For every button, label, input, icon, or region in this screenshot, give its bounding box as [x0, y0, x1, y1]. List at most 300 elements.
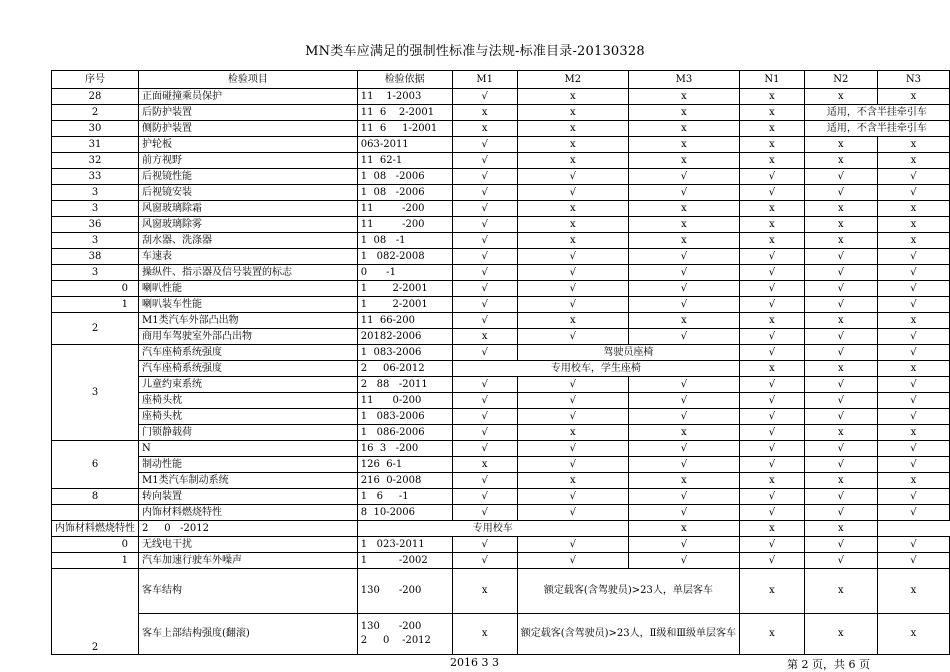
header-no: 序号	[52, 71, 139, 89]
basis-cell: 1 086-2006	[357, 425, 452, 441]
basis-cell: 1 082-2008	[357, 249, 452, 265]
n1-cell: x	[740, 233, 805, 249]
row-number-cell: 2	[52, 313, 139, 345]
table-row	[52, 121, 950, 137]
n1-cell: √	[740, 185, 805, 201]
n2-cell: √	[804, 249, 877, 265]
n3-cell: √	[877, 537, 949, 553]
m1-cell: √	[452, 137, 517, 153]
item-cell: 后视镜性能	[139, 169, 358, 185]
n2-cell: √	[804, 537, 877, 553]
n3-cell: √	[877, 377, 949, 393]
n1-cell: x	[740, 313, 805, 329]
n3-cell: x	[877, 425, 949, 441]
m2-cell: √	[517, 505, 628, 521]
m3-cell: √	[628, 329, 739, 345]
m3-cell: √	[628, 409, 739, 425]
row-number-cell: 6	[52, 441, 139, 489]
n2-cell: √	[804, 441, 877, 457]
n1-cell: x	[740, 569, 805, 614]
table-row	[52, 169, 950, 185]
basis-cell: 1 2-2001	[357, 281, 452, 297]
table-row	[52, 441, 950, 457]
n3-cell: x	[877, 137, 949, 153]
m1-cell: √	[452, 265, 517, 281]
basis-cell: 11 0-200	[357, 393, 452, 409]
m2-cell: √	[517, 457, 628, 473]
basis-cell: 16 3 -200	[357, 441, 452, 457]
table-row	[52, 473, 950, 489]
item-cell: 后防护装置	[139, 105, 358, 121]
basis-line: 2 0 -2012	[360, 635, 431, 646]
basis-cell: 216 0-2008	[357, 473, 452, 489]
item-cell: 风窗玻璃除霜	[139, 201, 358, 217]
n2-cell: x	[804, 89, 877, 105]
header-n1: N1	[740, 71, 805, 89]
row-number-cell: 3	[52, 233, 139, 249]
basis-cell: 063-2011	[357, 137, 452, 153]
n2-cell: √	[804, 489, 877, 505]
item-cell: 门锁静载荷	[139, 425, 358, 441]
m3-cell: √	[628, 377, 739, 393]
m1-cell: √	[452, 169, 517, 185]
item-cell: 刮水器、洗涤器	[139, 233, 358, 249]
n3-cell: x	[877, 313, 949, 329]
n3-cell: √	[877, 553, 949, 569]
header-m2: M2	[517, 71, 628, 89]
m2-cell: √	[517, 281, 628, 297]
m3-cell: x	[628, 153, 739, 169]
n3-cell: x	[877, 473, 949, 489]
m1-cell: x	[452, 569, 517, 614]
m1-cell: √	[452, 217, 517, 233]
table-row	[52, 614, 950, 655]
m3-cell: √	[628, 457, 739, 473]
merged-note-cell: 额定载客(含驾驶员)>23人，单层客车	[517, 569, 739, 614]
footer-page-number: 第 2 页，共 6 页	[787, 658, 870, 671]
item-cell: 汽车座椅系统强度	[139, 345, 358, 361]
table-row	[52, 329, 950, 345]
header-item: 检验项目	[139, 71, 358, 89]
n3-cell: √	[877, 281, 949, 297]
m2-cell: x	[517, 313, 628, 329]
n2-cell: x	[804, 153, 877, 169]
merged-note-cell: 专用校车，学生座椅	[452, 361, 739, 377]
m2-cell: √	[517, 249, 628, 265]
m3-cell: x	[628, 201, 739, 217]
item-cell: 正面碰撞乘员保护	[139, 89, 358, 105]
n1-cell: √	[740, 457, 805, 473]
m2-cell: √	[517, 265, 628, 281]
merged-note-cell: 专用校车	[357, 521, 628, 537]
m1-cell: x	[452, 105, 517, 121]
m2-cell: √	[517, 393, 628, 409]
row-number-cell: 0	[52, 537, 139, 553]
n2-cell: x	[804, 313, 877, 329]
n2-cell: √	[804, 265, 877, 281]
n1-cell: x	[740, 614, 805, 655]
n3-cell: √	[877, 297, 949, 313]
n2-cell: √	[804, 409, 877, 425]
n1-cell: x	[740, 201, 805, 217]
row-number-cell: 3	[52, 345, 139, 441]
basis-line: 130 -200	[360, 621, 422, 632]
basis-cell: 126 6-1	[357, 457, 452, 473]
item-cell: 操纵件、指示器及信号装置的标志	[139, 265, 358, 281]
n2-cell: x	[804, 361, 877, 377]
footer-date: 2016 3 3	[450, 656, 499, 669]
basis-cell: 1 08 -2006	[357, 169, 452, 185]
m2-cell: √	[517, 169, 628, 185]
n3-cell: √	[877, 249, 949, 265]
row-number-cell: 31	[52, 137, 139, 153]
n1-cell: x	[628, 521, 739, 537]
n3-cell: √	[877, 393, 949, 409]
header-m3: M3	[628, 71, 739, 89]
item-cell: 侧防护装置	[139, 121, 358, 137]
table-row	[52, 281, 950, 297]
item-cell: 喇叭装车性能	[139, 297, 358, 313]
row-number-cell: 0	[52, 281, 139, 297]
n1-cell: x	[740, 137, 805, 153]
basis-cell: 1 2-2001	[357, 297, 452, 313]
item-cell: 商用车驾驶室外部凸出物	[139, 329, 358, 345]
n3-cell: x	[877, 201, 949, 217]
m1-cell: √	[452, 233, 517, 249]
header-m1: M1	[452, 71, 517, 89]
item-cell: 汽车加速行驶车外噪声	[139, 553, 358, 569]
m2-cell: x	[517, 233, 628, 249]
table-row	[52, 505, 950, 521]
n2-cell: x	[804, 473, 877, 489]
basis-cell: 11 -200	[357, 217, 452, 233]
n2-cell: x	[804, 201, 877, 217]
m1-cell: √	[452, 553, 517, 569]
n2-cell: √	[804, 169, 877, 185]
m1-cell: √	[452, 393, 517, 409]
n2-cell: x	[804, 569, 877, 614]
basis-cell: 1 08 -2006	[357, 185, 452, 201]
table-row	[52, 553, 950, 569]
basis-cell: 11 62-1	[357, 153, 452, 169]
m1-cell: √	[452, 537, 517, 553]
basis-cell: 1 6 -1	[357, 489, 452, 505]
m3-cell: x	[628, 313, 739, 329]
item-cell: 护轮板	[139, 137, 358, 153]
m1-cell: √	[452, 313, 517, 329]
n1-cell: √	[740, 505, 805, 521]
m3-cell: √	[628, 505, 739, 521]
n2-cell: x	[804, 425, 877, 441]
n1-cell: √	[740, 169, 805, 185]
n3-cell: √	[877, 265, 949, 281]
merged-note-cell: 适用，不含半挂牵引车	[804, 121, 949, 137]
n2-cell: x	[804, 137, 877, 153]
row-number-cell: 8	[52, 489, 139, 505]
n3-cell: √	[877, 169, 949, 185]
n2-cell: √	[804, 505, 877, 521]
basis-cell: 1 083-2006	[357, 409, 452, 425]
n1-cell: x	[740, 473, 805, 489]
table-row	[52, 297, 950, 313]
n2-cell: x	[740, 521, 805, 537]
n3-cell: √	[877, 345, 949, 361]
table-row	[52, 569, 950, 614]
table-row	[52, 89, 950, 105]
row-number-cell: 3	[52, 185, 139, 201]
m1-cell: √	[452, 441, 517, 457]
table-row	[52, 425, 950, 441]
n3-cell: x	[877, 361, 949, 377]
item-cell: 喇叭性能	[139, 281, 358, 297]
m1-cell: x	[452, 329, 517, 345]
n2-cell: √	[804, 281, 877, 297]
item-cell: 制动性能	[139, 457, 358, 473]
m2-cell: √	[517, 329, 628, 345]
n2-cell: √	[804, 393, 877, 409]
table-row	[52, 217, 950, 233]
table-row	[52, 489, 950, 505]
m2-cell: √	[517, 377, 628, 393]
m3-cell: x	[628, 121, 739, 137]
item-cell: 汽车座椅系统强度	[139, 361, 358, 377]
m3-cell: x	[628, 105, 739, 121]
item-cell: 风窗玻璃除雾	[139, 217, 358, 233]
m1-cell: x	[452, 121, 517, 137]
n3-cell: x	[804, 521, 877, 537]
item-cell: N	[139, 441, 358, 457]
m1-cell: x	[452, 457, 517, 473]
m2-cell: √	[517, 297, 628, 313]
row-number-cell	[52, 505, 139, 521]
n2-cell: √	[804, 185, 877, 201]
m3-cell: √	[628, 281, 739, 297]
n1-cell: x	[740, 89, 805, 105]
row-number-cell: 28	[52, 89, 139, 105]
row-number-cell: 33	[52, 169, 139, 185]
basis-cell: 8 10-2006	[357, 505, 452, 521]
n2-cell: x	[804, 233, 877, 249]
m1-cell: √	[452, 297, 517, 313]
item-cell: 座椅头枕	[139, 393, 358, 409]
item-cell: 转向装置	[139, 489, 358, 505]
table-row	[52, 137, 950, 153]
table-row	[52, 233, 950, 249]
row-number-cell: 2	[52, 569, 139, 655]
m3-cell: √	[628, 249, 739, 265]
item-cell: 内饰材料燃烧特性	[52, 521, 139, 537]
n1-cell: √	[740, 281, 805, 297]
m3-cell: √	[628, 553, 739, 569]
standards-table	[51, 70, 950, 655]
table-row	[52, 521, 950, 537]
basis-cell: 2 88 -2011	[357, 377, 452, 393]
n2-cell: √	[804, 553, 877, 569]
header-n3: N3	[877, 71, 949, 89]
n3-cell: x	[877, 233, 949, 249]
merged-note-cell: 驾驶员座椅	[517, 345, 739, 361]
m1-cell: √	[452, 377, 517, 393]
m3-cell: √	[628, 537, 739, 553]
n1-cell: √	[740, 425, 805, 441]
m3-cell: x	[628, 217, 739, 233]
table-row	[52, 409, 950, 425]
n3-cell: x	[877, 89, 949, 105]
n3-cell: √	[877, 489, 949, 505]
m3-cell: √	[628, 265, 739, 281]
m1-cell: √	[452, 153, 517, 169]
m1-cell: x	[452, 614, 517, 655]
n1-cell: x	[740, 121, 805, 137]
basis-cell: 11 6 2-2001	[357, 105, 452, 121]
n1-cell: x	[740, 153, 805, 169]
basis-cell: 2 0 -2012	[139, 521, 358, 537]
basis-cell: 1 08 -1	[357, 233, 452, 249]
basis-cell: 11 6 1-2001	[357, 121, 452, 137]
m3-cell: x	[628, 473, 739, 489]
merged-note-cell: 适用，不含半挂牵引车	[804, 105, 949, 121]
m2-cell: x	[517, 153, 628, 169]
m2-cell: x	[517, 217, 628, 233]
table-row	[52, 313, 950, 329]
m2-cell: x	[517, 473, 628, 489]
m3-cell: √	[628, 169, 739, 185]
row-number-cell: 3	[52, 201, 139, 217]
m2-cell: √	[517, 185, 628, 201]
n1-cell: √	[740, 265, 805, 281]
row-number-cell: 30	[52, 121, 139, 137]
item-cell: M1类汽车制动系统	[139, 473, 358, 489]
m2-cell: x	[517, 137, 628, 153]
n1-cell: √	[740, 393, 805, 409]
m1-cell: √	[452, 425, 517, 441]
table-row	[52, 185, 950, 201]
n1-cell: √	[740, 329, 805, 345]
n2-cell: √	[804, 345, 877, 361]
header-row	[52, 71, 950, 89]
basis-cell: 1 023-2011	[357, 537, 452, 553]
m2-cell: √	[517, 441, 628, 457]
m1-cell: √	[452, 89, 517, 105]
item-cell: 后视镜安装	[139, 185, 358, 201]
n3-cell: x	[877, 614, 949, 655]
m3-cell: √	[628, 297, 739, 313]
basis-cell: 11 1-2003	[357, 89, 452, 105]
n3-cell: √	[877, 185, 949, 201]
table-row	[52, 105, 950, 121]
n2-cell: x	[804, 614, 877, 655]
n2-cell: x	[804, 217, 877, 233]
item-cell: 车速表	[139, 249, 358, 265]
n1-cell: √	[740, 553, 805, 569]
table-row	[52, 345, 950, 361]
header-n2: N2	[804, 71, 877, 89]
n1-cell: √	[740, 489, 805, 505]
basis-cell: 0 -1	[357, 265, 452, 281]
row-number-cell: 36	[52, 217, 139, 233]
row-number-cell: 1	[52, 297, 139, 313]
item-cell: 儿童约束系统	[139, 377, 358, 393]
table-row	[52, 201, 950, 217]
n1-cell: √	[740, 297, 805, 313]
basis-cell: 20182-2006	[357, 329, 452, 345]
m3-cell: x	[628, 137, 739, 153]
merged-note-cell: 额定载客(含驾驶员)>23人，Ⅱ级和Ⅲ级单层客车	[517, 614, 739, 655]
row-number-cell: 1	[52, 553, 139, 569]
m3-cell: √	[628, 489, 739, 505]
item-cell: 客车结构	[139, 569, 358, 614]
n1-cell: √	[740, 441, 805, 457]
item-cell: 前方视野	[139, 153, 358, 169]
m2-cell: x	[517, 89, 628, 105]
item-cell: 客车上部结构强度(翻滚)	[139, 614, 358, 655]
m2-cell: √	[517, 409, 628, 425]
m2-cell: x	[517, 121, 628, 137]
row-number-cell: 38	[52, 249, 139, 265]
m2-cell: √	[517, 489, 628, 505]
m1-cell: √	[452, 409, 517, 425]
table-row	[52, 249, 950, 265]
m2-cell: x	[517, 201, 628, 217]
n3-cell: x	[877, 569, 949, 614]
basis-cell: 2 06-2012	[357, 361, 452, 377]
item-cell: M1类汽车外部凸出物	[139, 313, 358, 329]
item-cell: 座椅头枕	[139, 409, 358, 425]
m2-cell: √	[517, 537, 628, 553]
m3-cell: √	[628, 185, 739, 201]
n1-cell: x	[740, 361, 805, 377]
table-row	[52, 457, 950, 473]
m1-cell: √	[452, 185, 517, 201]
m2-cell: √	[517, 553, 628, 569]
basis-cell: 1 -2002	[357, 553, 452, 569]
page-title: MN类车应满足的强制性标准与法规-标准目录-20130328	[305, 44, 645, 59]
basis-cell: 130 -200	[357, 569, 452, 614]
n2-cell: √	[804, 377, 877, 393]
n3-cell: √	[877, 505, 949, 521]
table-row	[52, 393, 950, 409]
m1-cell: √	[452, 489, 517, 505]
table-row	[52, 377, 950, 393]
m2-cell: x	[517, 425, 628, 441]
n1-cell: √	[740, 249, 805, 265]
m3-cell: x	[628, 89, 739, 105]
item-cell: 内饰材料燃烧特性	[139, 505, 358, 521]
m1-cell: √	[452, 505, 517, 521]
m1-cell: √	[452, 201, 517, 217]
basis-cell: 1 083-2006	[357, 345, 452, 361]
table-row	[52, 153, 950, 169]
n2-cell: √	[804, 297, 877, 313]
n3-cell: x	[877, 217, 949, 233]
header-basis: 检验依据	[357, 71, 452, 89]
row-number-cell: 2	[52, 105, 139, 121]
n3-cell: √	[877, 409, 949, 425]
n3-cell: x	[877, 153, 949, 169]
n1-cell: √	[740, 537, 805, 553]
basis-cell: 11 -200	[357, 201, 452, 217]
n1-cell: x	[740, 105, 805, 121]
m3-cell: √	[628, 441, 739, 457]
row-number-cell: 3	[52, 265, 139, 281]
table-row	[52, 361, 950, 377]
m1-cell: √	[452, 281, 517, 297]
m2-cell: x	[517, 105, 628, 121]
basis-cell: 11 66-200	[357, 313, 452, 329]
basis-cell	[357, 614, 452, 655]
m1-cell: √	[452, 473, 517, 489]
n1-cell: √	[740, 377, 805, 393]
